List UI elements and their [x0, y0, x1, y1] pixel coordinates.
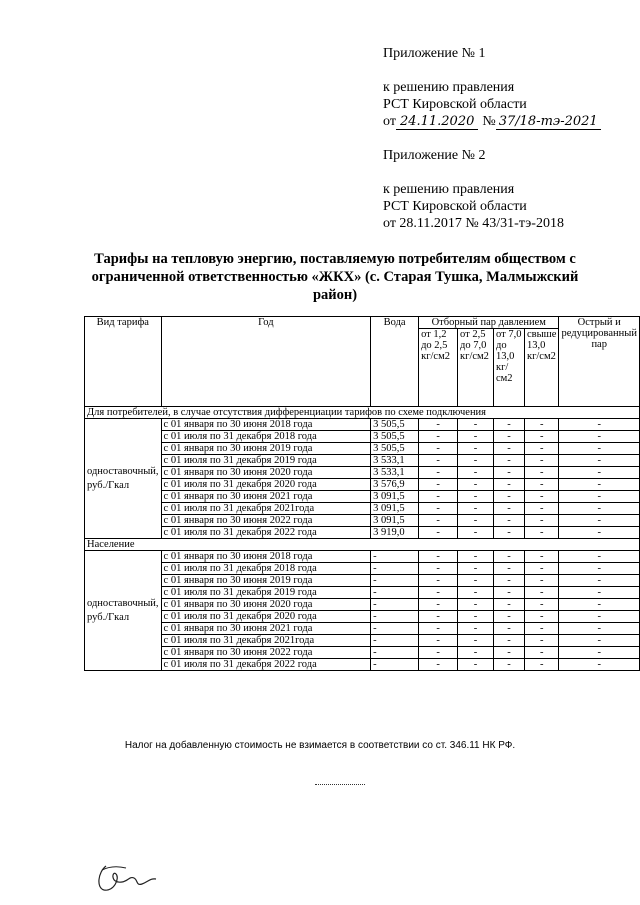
water-cell: 3 919,0	[371, 527, 419, 539]
p2-cell: -	[458, 431, 494, 443]
vat-note: Налог на добавленную стоимость не взимается в соответствии со ст. 346.11 НК РФ.	[124, 740, 516, 751]
p4-cell: -	[524, 491, 558, 503]
p4-cell: -	[524, 587, 558, 599]
header-pressure-1: от 1,2 до 2,5 кг/см2	[419, 329, 458, 407]
document-title: Тарифы на тепловую энергию, поставляемую потребителям обществом с ограниченной ответственностью «ЖКХ» (с. Старая Тушка, Малмыжский район)	[91, 251, 579, 303]
p3-cell: -	[494, 635, 525, 647]
header-steam: Отборный пар давлением	[419, 317, 559, 329]
header-year: Год	[161, 317, 371, 407]
p4-cell: -	[524, 455, 558, 467]
sharp-cell: -	[559, 599, 640, 611]
appendix-1-line2: РСТ Кировской области	[383, 97, 527, 112]
p2-cell: -	[458, 575, 494, 587]
p4-cell: -	[524, 431, 558, 443]
p2-cell: -	[458, 635, 494, 647]
period-cell: с 01 января по 30 июня 2022 года	[161, 647, 371, 659]
p4-cell: -	[524, 635, 558, 647]
table-row	[85, 527, 640, 539]
header-tariff-type: Вид тарифа	[85, 317, 162, 407]
table-row	[85, 599, 640, 611]
p2-cell: -	[458, 527, 494, 539]
p3-cell: -	[494, 491, 525, 503]
p4-cell: -	[524, 647, 558, 659]
p2-cell: -	[458, 479, 494, 491]
p3-cell: -	[494, 623, 525, 635]
p4-cell: -	[524, 479, 558, 491]
table-row	[85, 563, 640, 575]
appendix-1-line1: к решению правления	[383, 80, 515, 95]
p1-cell: -	[419, 443, 458, 455]
sharp-cell: -	[559, 551, 640, 563]
p3-cell: -	[494, 515, 525, 527]
sharp-cell: -	[559, 443, 640, 455]
sharp-cell: -	[559, 647, 640, 659]
appendix-1-number: 37/18-тэ-2021	[496, 114, 601, 130]
signature-mark	[92, 858, 172, 898]
water-cell: -	[371, 635, 419, 647]
table-row	[85, 659, 640, 671]
p2-cell: -	[458, 515, 494, 527]
period-cell: с 01 июля по 31 декабря 2021года	[161, 503, 371, 515]
appendix-1-decision-line	[383, 113, 601, 130]
tariff-table	[84, 316, 640, 671]
water-cell: -	[371, 623, 419, 635]
sharp-cell: -	[559, 635, 640, 647]
p1-cell: -	[419, 563, 458, 575]
p2-cell: -	[458, 467, 494, 479]
period-cell: с 01 января по 30 июня 2018 года	[161, 551, 371, 563]
water-cell: -	[371, 587, 419, 599]
period-cell: с 01 июля по 31 декабря 2018 года	[161, 431, 371, 443]
header-sharp-steam: Острый и редуцированный пар	[559, 317, 640, 407]
table-row	[85, 443, 640, 455]
p3-cell: -	[494, 527, 525, 539]
p4-cell: -	[524, 611, 558, 623]
p2-cell: -	[458, 587, 494, 599]
table-row	[85, 431, 640, 443]
p1-cell: -	[419, 527, 458, 539]
table-row	[85, 623, 640, 635]
p1-cell: -	[419, 419, 458, 431]
p2-cell: -	[458, 455, 494, 467]
divider	[315, 784, 365, 785]
p4-cell: -	[524, 515, 558, 527]
period-cell: с 01 июля по 31 декабря 2019 года	[161, 455, 371, 467]
appendix-1-num-label: №	[482, 114, 496, 129]
p2-cell: -	[458, 551, 494, 563]
p2-cell: -	[458, 491, 494, 503]
p1-cell: -	[419, 515, 458, 527]
period-cell: с 01 января по 30 июня 2019 года	[161, 443, 371, 455]
sharp-cell: -	[559, 575, 640, 587]
p3-cell: -	[494, 503, 525, 515]
period-cell: с 01 января по 30 июня 2018 года	[161, 419, 371, 431]
p4-cell: -	[524, 443, 558, 455]
sharp-cell: -	[559, 611, 640, 623]
sharp-cell: -	[559, 587, 640, 599]
period-cell: с 01 июля по 31 декабря 2022 года	[161, 527, 371, 539]
period-cell: с 01 июля по 31 декабря 2020 года	[161, 479, 371, 491]
table-row	[85, 419, 640, 431]
table-row	[85, 587, 640, 599]
water-cell: 3 505,5	[371, 419, 419, 431]
appendix-1-block	[383, 45, 601, 130]
p1-cell: -	[419, 659, 458, 671]
sharp-cell: -	[559, 659, 640, 671]
p1-cell: -	[419, 503, 458, 515]
water-cell: -	[371, 563, 419, 575]
section-label: Для потребителей, в случае отсутствия дифференциации тарифов по схеме подключения	[85, 407, 640, 419]
p3-cell: -	[494, 467, 525, 479]
table-row	[85, 467, 640, 479]
water-cell: -	[371, 611, 419, 623]
p4-cell: -	[524, 659, 558, 671]
p2-cell: -	[458, 611, 494, 623]
p2-cell: -	[458, 623, 494, 635]
sharp-cell: -	[559, 515, 640, 527]
sharp-cell: -	[559, 479, 640, 491]
p4-cell: -	[524, 575, 558, 587]
p4-cell: -	[524, 467, 558, 479]
period-cell: с 01 января по 30 июня 2022 года	[161, 515, 371, 527]
p1-cell: -	[419, 623, 458, 635]
p1-cell: -	[419, 467, 458, 479]
p3-cell: -	[494, 659, 525, 671]
appendix-2-block	[383, 147, 564, 232]
sharp-cell: -	[559, 431, 640, 443]
p2-cell: -	[458, 647, 494, 659]
header-pressure-2: от 2,5 до 7,0 кг/см2	[458, 329, 494, 407]
p4-cell: -	[524, 527, 558, 539]
appendix-2-line3: от 28.11.2017 № 43/31-тэ-2018	[383, 216, 564, 231]
section-label: Население	[85, 539, 640, 551]
p1-cell: -	[419, 479, 458, 491]
period-cell: с 01 июля по 31 декабря 2021года	[161, 635, 371, 647]
water-cell: 3 091,5	[371, 491, 419, 503]
water-cell: -	[371, 659, 419, 671]
p1-cell: -	[419, 431, 458, 443]
p2-cell: -	[458, 503, 494, 515]
water-cell: -	[371, 599, 419, 611]
p3-cell: -	[494, 611, 525, 623]
period-cell: с 01 июля по 31 декабря 2019 года	[161, 587, 371, 599]
sharp-cell: -	[559, 491, 640, 503]
p3-cell: -	[494, 563, 525, 575]
appendix-1-title: Приложение № 1	[383, 46, 486, 61]
p2-cell: -	[458, 563, 494, 575]
p2-cell: -	[458, 419, 494, 431]
sharp-cell: -	[559, 527, 640, 539]
p4-cell: -	[524, 623, 558, 635]
p2-cell: -	[458, 659, 494, 671]
p3-cell: -	[494, 431, 525, 443]
water-cell: 3 533,1	[371, 455, 419, 467]
water-cell: 3 505,5	[371, 443, 419, 455]
sharp-cell: -	[559, 467, 640, 479]
p4-cell: -	[524, 419, 558, 431]
p3-cell: -	[494, 479, 525, 491]
appendix-1-date: 24.11.2020	[396, 114, 478, 130]
period-cell: с 01 января по 30 июня 2020 года	[161, 599, 371, 611]
period-cell: с 01 января по 30 июня 2019 года	[161, 575, 371, 587]
p1-cell: -	[419, 575, 458, 587]
p1-cell: -	[419, 491, 458, 503]
p3-cell: -	[494, 575, 525, 587]
table-row	[85, 647, 640, 659]
table-row	[85, 635, 640, 647]
sharp-cell: -	[559, 419, 640, 431]
period-cell: с 01 июля по 31 декабря 2018 года	[161, 563, 371, 575]
header-pressure-3: от 7,0 до 13,0 кг/см2	[494, 329, 525, 407]
p3-cell: -	[494, 551, 525, 563]
table-row	[85, 503, 640, 515]
period-cell: с 01 июля по 31 декабря 2022 года	[161, 659, 371, 671]
p1-cell: -	[419, 551, 458, 563]
table-row	[85, 455, 640, 467]
sharp-cell: -	[559, 455, 640, 467]
p1-cell: -	[419, 599, 458, 611]
period-cell: с 01 января по 30 июня 2021 года	[161, 491, 371, 503]
p1-cell: -	[419, 587, 458, 599]
water-cell: -	[371, 551, 419, 563]
p4-cell: -	[524, 599, 558, 611]
table-row	[85, 611, 640, 623]
period-cell: с 01 января по 30 июня 2020 года	[161, 467, 371, 479]
p1-cell: -	[419, 635, 458, 647]
table-row	[85, 515, 640, 527]
p1-cell: -	[419, 611, 458, 623]
sharp-cell: -	[559, 623, 640, 635]
water-cell: -	[371, 647, 419, 659]
appendix-2-line2: РСТ Кировской области	[383, 199, 527, 214]
sharp-cell: -	[559, 563, 640, 575]
water-cell: 3 576,9	[371, 479, 419, 491]
appendix-1-from: от	[383, 114, 396, 129]
water-cell: 3 505,5	[371, 431, 419, 443]
appendix-2-title: Приложение № 2	[383, 148, 486, 163]
p4-cell: -	[524, 563, 558, 575]
appendix-2-line1: к решению правления	[383, 182, 515, 197]
table-row	[85, 479, 640, 491]
tariff-type-cell: одноставочный, руб./Гкал	[85, 551, 162, 671]
water-cell: 3 533,1	[371, 467, 419, 479]
table-row	[85, 551, 640, 563]
tariff-type-cell: одноставочный, руб./Гкал	[85, 419, 162, 539]
p4-cell: -	[524, 551, 558, 563]
p1-cell: -	[419, 647, 458, 659]
header-pressure-4: свыше 13,0 кг/см2	[524, 329, 558, 407]
period-cell: с 01 января по 30 июня 2021 года	[161, 623, 371, 635]
water-cell: 3 091,5	[371, 503, 419, 515]
p3-cell: -	[494, 455, 525, 467]
p2-cell: -	[458, 599, 494, 611]
p3-cell: -	[494, 587, 525, 599]
p3-cell: -	[494, 647, 525, 659]
p3-cell: -	[494, 419, 525, 431]
p1-cell: -	[419, 455, 458, 467]
period-cell: с 01 июля по 31 декабря 2020 года	[161, 611, 371, 623]
water-cell: 3 091,5	[371, 515, 419, 527]
p3-cell: -	[494, 599, 525, 611]
table-row	[85, 575, 640, 587]
table-row	[85, 491, 640, 503]
p4-cell: -	[524, 503, 558, 515]
p3-cell: -	[494, 443, 525, 455]
water-cell: -	[371, 575, 419, 587]
header-water: Вода	[371, 317, 419, 407]
sharp-cell: -	[559, 503, 640, 515]
p2-cell: -	[458, 443, 494, 455]
